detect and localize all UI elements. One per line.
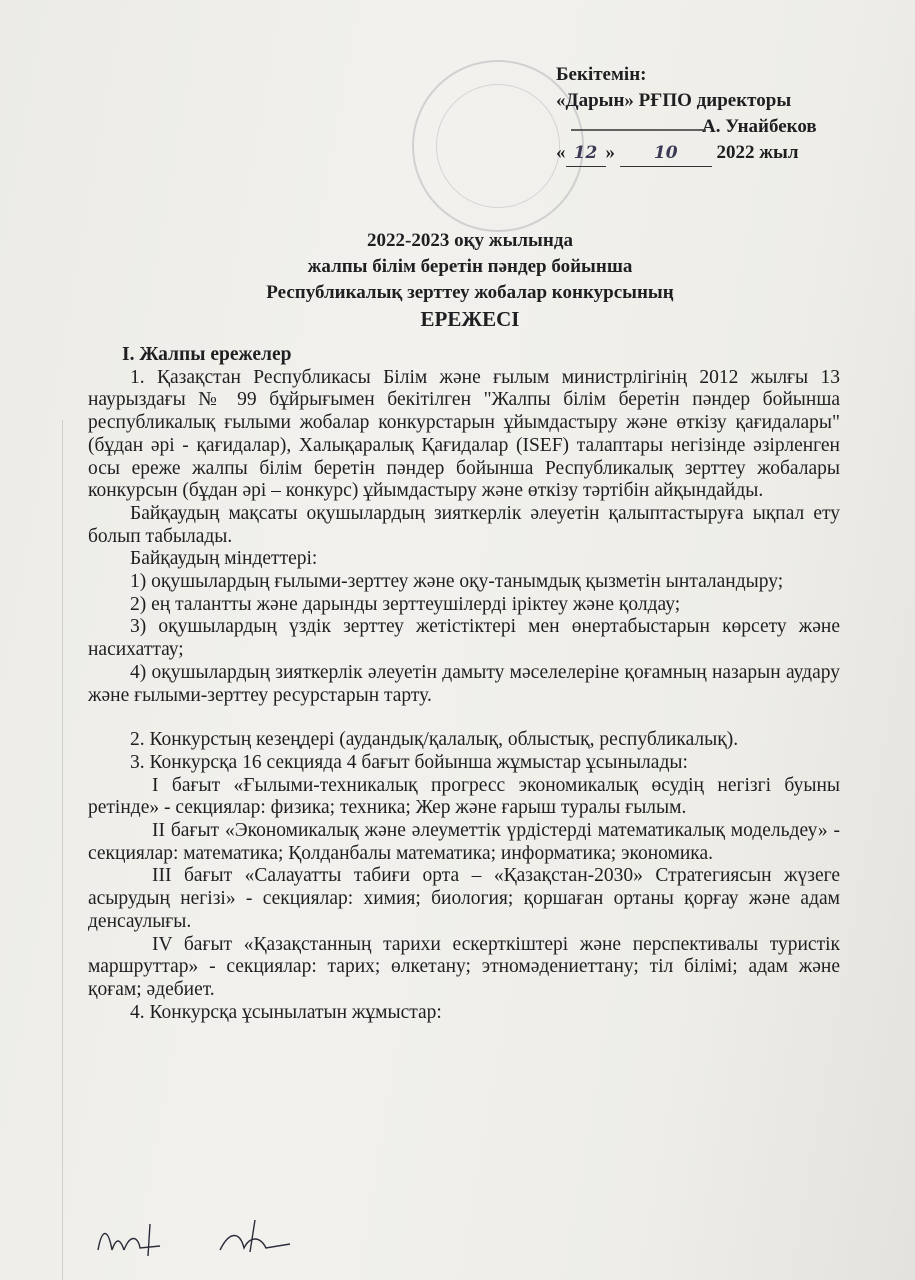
task-1: 1) оқушылардың ғылыми-зерттеу және оқу-танымдық қызметін ынталандыру;: [130, 571, 784, 593]
title-line-1: 2022-2023 оқу жылында: [367, 230, 573, 251]
title-line-3: Республикалық зерттеу жобалар конкурсының: [266, 282, 674, 303]
direction-3: III бағыт «Салауатты табиғи орта – «Қазақстан-2030» Стратегиясын жүзеге асырудың негізі» - секциялар: химия; биология; қоршаған ортаны қорғау және адам денсаулығы.: [88, 865, 840, 932]
approval-position: «Дарын» РҒПО директоры: [556, 90, 792, 111]
approval-director-name: А. Унайбеков: [702, 116, 817, 137]
document-title: [150, 228, 790, 332]
page-fold-line: [62, 420, 63, 1280]
paragraph-1: 1. Қазақстан Республикасы Білім және ғылым министрлігінің 2012 жылғы 13 наурыздағы № 99 бұйрығымен бекітілген "Жалпы білім беретін пәндер бойынша республикалық ғылыми жобалар конкурстарын ұйымдастыру және өткізу қағидалары" (бұдан әрі - қағидалар), Халықаралық Қағидалар (ISEF) талаптары негізінде әзірленген осы ереже жалпы білім беретін пәндер бойынша Республикалық зерттеу жобалары конкурсын (бұдан әрі – конкурс) ұйымдастыру және өткізу тәртібін айқындайды.: [88, 366, 840, 502]
date-month: 10: [620, 140, 712, 167]
direction-1: I бағыт «Ғылыми-техникалық прогресс экономикалық өсудің негізгі буыны ретінде» - секциялар: физика; техника; Жер және ғарыш туралы ғылым.: [88, 774, 840, 819]
date-year: 2022 жыл: [716, 142, 799, 163]
title-line-2: жалпы білім беретін пәндер бойынша: [307, 256, 633, 277]
task-4: 4) оқушылардың зияткерлік әлеуетін дамыту мәселелеріне қоғамның назарын аудару және ғылыми-зерттеу ресурстарын тарту.: [88, 661, 840, 706]
paragraph-sections: 3. Конкурсқа 16 секцияда 4 бағыт бойынша жұмыстар ұсынылады:: [130, 751, 688, 773]
section-heading: I. Жалпы ережелер: [122, 344, 292, 365]
paragraph-stages: 2. Конкурстың кезеңдері (аудандық/қалалық, облыстық, республикалық).: [130, 729, 739, 751]
paragraph-tasks-heading: Байқаудың міндеттері:: [130, 548, 318, 570]
approval-label: Бекітемін:: [556, 64, 647, 85]
document-body: [88, 344, 840, 1024]
footer-signatures: [90, 1210, 330, 1270]
direction-2: II бағыт «Экономикалық және әлеуметтік үрдістерді математикалық модельдеу» - секциялар: математика; Қолданбалы математика; информатика; экономика.: [88, 820, 840, 864]
director-signature: [566, 108, 716, 138]
date-day: 12: [566, 140, 606, 167]
task-3: 3) оқушылардың үздік зерттеу жетістіктері мен өнертабыстарын көрсету және насихаттау;: [88, 616, 840, 661]
direction-4: IV бағыт «Қазақстанның тарихи ескерткіштері және перспективалы туристік маршруттар» - секциялар: тарих; өлкетану; этномәдениеттану; тіл білімі; адам және қоғам; әдебиет.: [88, 933, 840, 1000]
paragraph-works: 4. Конкурсқа ұсынылатын жұмыстар:: [130, 1001, 442, 1023]
paragraph-goal: Байқаудың мақсаты оқушылардың зияткерлік әлеуетін қалыптастыруға ықпал ету болып табылады.: [88, 502, 840, 547]
date-open-quote: «: [556, 142, 566, 163]
date-close-quote: »: [605, 142, 615, 163]
task-2: 2) ең талантты және дарынды зерттеушілерді іріктеу және қолдау;: [130, 593, 681, 615]
title-line-4: ЕРЕЖЕСІ: [420, 307, 520, 331]
approval-date: [556, 140, 856, 167]
